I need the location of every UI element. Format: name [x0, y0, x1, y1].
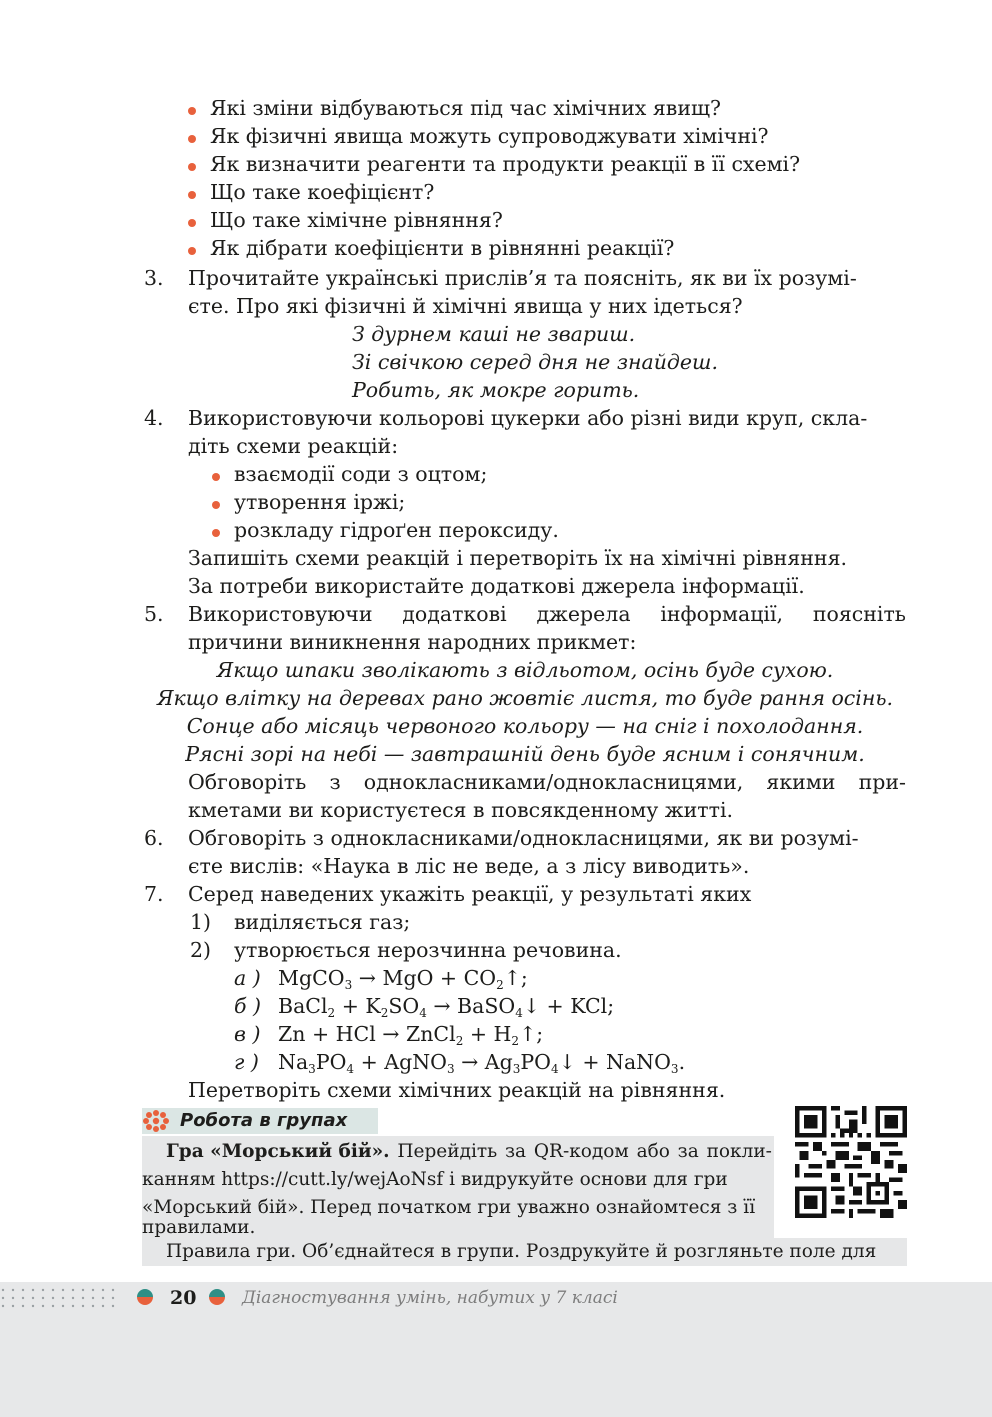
game-text-line: «Морський бій». Перед початком гри уважно ознайомтеся з її: [142, 1197, 756, 1218]
proverb: Зі свічкою серед дня не знайдеш.: [352, 350, 718, 374]
task-text: Прочитайте українські прислів’я та поясніть, як ви їх розумі-: [188, 266, 857, 290]
reaction-row: [234, 1048, 685, 1076]
footer-right-dot-icon: [209, 1289, 225, 1305]
folk-sign: Рясні зорі на небі — завтрашній день буде ясним і сонячним.: [185, 742, 865, 766]
list-item: утворення іржі;: [234, 490, 406, 514]
task-number: 6.: [144, 826, 164, 850]
game-text-line: правилами.: [142, 1217, 256, 1238]
footer-dot-pattern-icon: [0, 1286, 125, 1310]
reaction-equation: MgCO$_3$ → MgO + $CO_2↑$;: [278, 966, 528, 992]
reaction-equation: $Na_3PO_4$ + AgNO$_3$ → $Ag_3PO_4↓$ + NaNO$_3$.: [278, 1050, 686, 1076]
task-text: За потреби використайте додаткові джерела інформації.: [188, 574, 805, 598]
reaction-equation: Zn + HCl → ZnCl$_2$ + $H_2↑$;: [278, 1022, 544, 1048]
word: Обговоріть: [188, 770, 307, 794]
bullet-item: Які зміни відбуваються під час хімічних явищ?: [210, 96, 722, 120]
folk-sign: Якщо шпаки зволікають з відльотом, осінь буде сухою.: [216, 658, 834, 682]
task-text: Використовуючи кольорові цукерки або різні види круп, скла-: [188, 406, 868, 430]
game-text-line: [166, 1138, 772, 1166]
footer-section-title: Діагностування умінь, набутих у 7 класі: [242, 1288, 618, 1308]
bullet-item: Як фізичні явища можуть супроводжувати хімічні?: [210, 124, 769, 148]
task-number: 4.: [144, 406, 164, 430]
word: або: [636, 1141, 670, 1162]
bullet-item: Що таке коефіцієнт?: [210, 180, 435, 204]
word: за: [677, 1141, 699, 1162]
folk-sign: Сонце або місяць червоного кольору — на сніг і похолодання.: [186, 714, 864, 738]
word: однокласниками/однокласницями,: [363, 770, 744, 794]
task-number: 3.: [144, 266, 164, 290]
word: Використовуючи: [188, 602, 373, 626]
group-dots-icon: [142, 1108, 172, 1134]
word: з: [329, 770, 341, 794]
word: додаткові: [402, 602, 507, 626]
task-text: діть схеми реакцій:: [188, 434, 399, 458]
game-text-line: канням https://cutt.ly/wejAoNsf і видрукуйте основи для гри: [142, 1169, 728, 1190]
qr-code[interactable]: [795, 1106, 907, 1218]
task-text-justified: [188, 600, 906, 628]
reaction-row: [234, 964, 528, 992]
task-text: Серед наведених укажіть реакції, у результаті яких: [188, 882, 752, 906]
game-title: Гра «Морський бій».: [166, 1141, 390, 1162]
proverb: Робить, як мокре горить.: [352, 378, 640, 402]
word: Перейдіть: [397, 1141, 498, 1162]
task-text: єте вислів: «Наука в ліс не веде, а з лісу виводить».: [188, 854, 750, 878]
subitem-number: 1): [190, 910, 212, 934]
list-item: взаємодії соди з оцтом;: [234, 462, 488, 486]
task-text-justified: [188, 768, 906, 796]
reaction-label: а ): [234, 966, 261, 990]
task-text: кметами ви користуєтеся в повсякденному житті.: [188, 798, 734, 822]
word: інформації,: [660, 602, 784, 626]
rules-text-line: Правила гри. Об’єднайтеся в групи. Роздрукуйте й розгляньте поле для: [166, 1241, 877, 1262]
task-number: 5.: [144, 602, 164, 626]
word: покли-: [706, 1141, 772, 1162]
footer-left-dot-icon: [137, 1289, 153, 1305]
task-text: Запишіть схеми реакцій і перетворіть їх на хімічні рівняння.: [188, 546, 848, 570]
word: якими: [766, 770, 836, 794]
task-text: Обговоріть з однокласниками/однокласницями, як ви розумі-: [188, 826, 859, 850]
page-number: 20: [170, 1287, 197, 1309]
task-text: єте. Про які фізичні й хімічні явища у них ідеться?: [188, 294, 743, 318]
word: джерела: [536, 602, 631, 626]
proverb: З дурнем каші не звариш.: [352, 322, 636, 346]
group-work-title: Робота в групах: [180, 1110, 348, 1131]
word: при-: [858, 770, 906, 794]
reaction-row: [234, 1020, 543, 1048]
bullet-item: Як визначити реагенти та продукти реакції в її схемі?: [210, 152, 801, 176]
subitem-number: 2): [190, 938, 212, 962]
subitem-text: виділяється газ;: [234, 910, 411, 934]
reaction-label: в ): [234, 1022, 261, 1046]
folk-sign: Якщо влітку на деревах рано жовтіє листя, то буде рання осінь.: [156, 686, 894, 710]
subitem-text: утворюється нерозчинна речовина.: [234, 938, 622, 962]
reaction-label: г ): [234, 1050, 259, 1074]
list-item: розкладу гідроґен пероксиду.: [234, 518, 559, 542]
task-number: 7.: [144, 882, 164, 906]
reaction-equation: BaCl$_2$ + $K_2SO_4$ → BaSO$_4$↓ + KCl;: [278, 994, 615, 1020]
group-work-header: [142, 1108, 378, 1134]
word: QR-кодом: [533, 1141, 629, 1162]
word: поясніть: [812, 602, 906, 626]
task-text: Перетворіть схеми хімічних реакцій на рівняння.: [188, 1078, 726, 1102]
bullet-item: Як дібрати коефіцієнти в рівнянні реакції?: [210, 236, 675, 260]
task-text: причини виникнення народних прикмет:: [188, 630, 637, 654]
reaction-label: б ): [234, 994, 262, 1018]
bullet-item: Що таке хімічне рівняння?: [210, 208, 503, 232]
reaction-row: [234, 992, 614, 1020]
word: за: [504, 1141, 527, 1162]
